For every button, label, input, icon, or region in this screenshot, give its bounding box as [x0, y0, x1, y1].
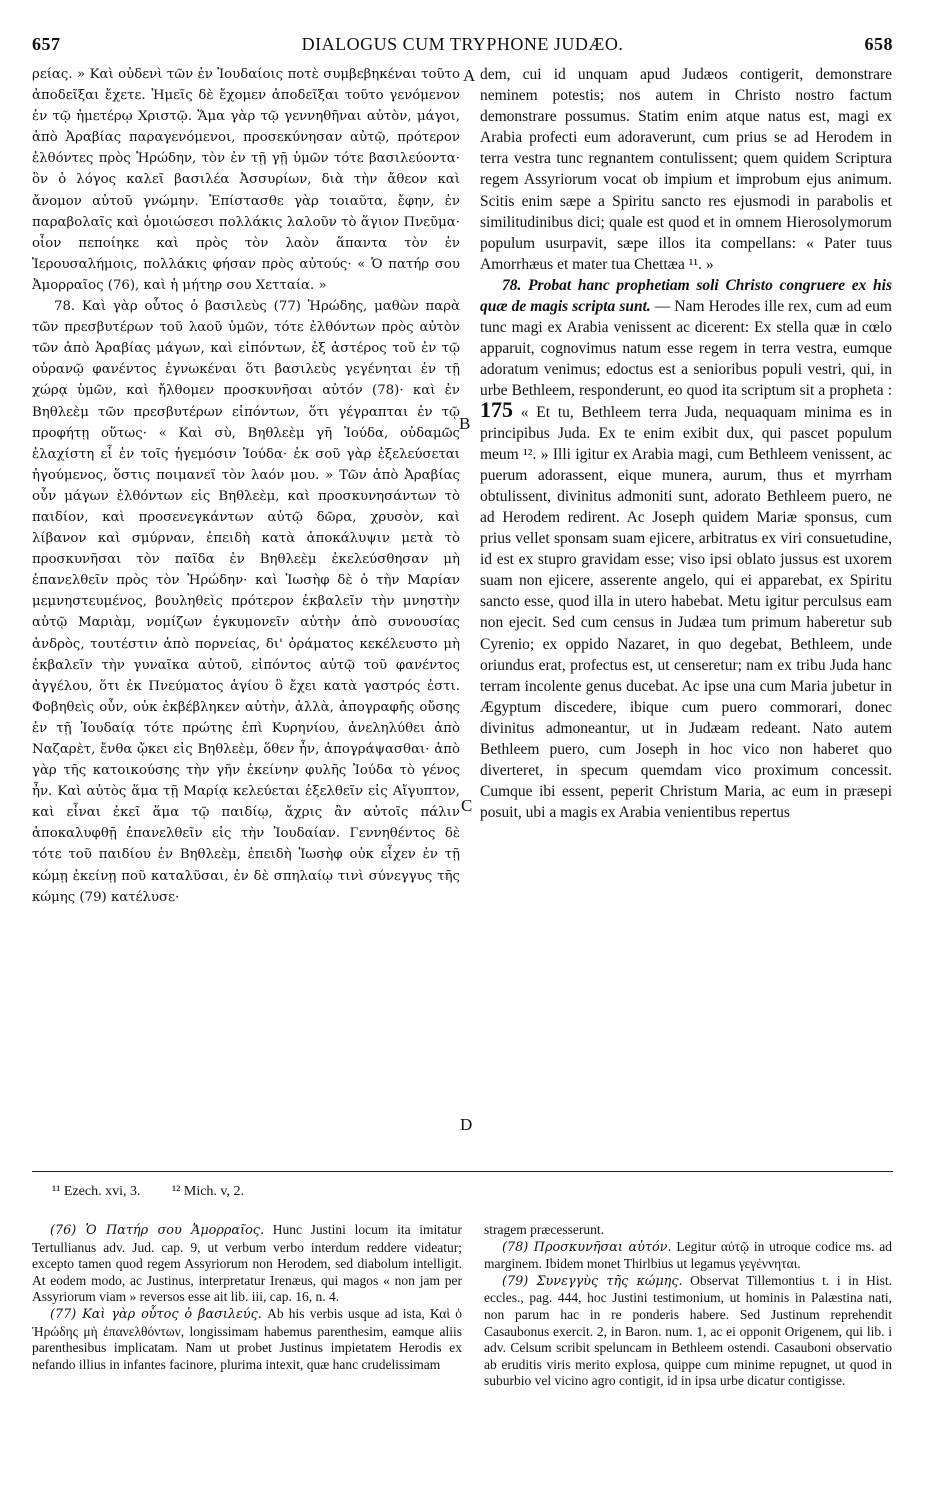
latin-text: « Et tu, Bethleem terra Juda, nequaquam minima es in principibus Juda. Ex te enim exibit dux, qui pascet populum meum ¹². » Illi igitur ex Arabia magi, cum Bethleem venissent, ac puerum adorassent, eique munera, aurum, thus et myrrham obtulissent, divinitus admoniti sunt, adorato Bethleem puero, ne ad Herodem redirent. Ac Joseph quidem Mariæ sponsus, cum prius vellet sponsam suam ejicere, arbitratus ex viri consuetudine, id est ex stupro gravidam esse; viso ipsi oblato jussus est uxorem suam non ejicere, asserente angelo, qui ei apparebat, ex Spiritu sancto esse, quod illa in utero habebat. Metu igitur perculsus eam non ejecit. Sed cum census in Judæa tum primum haberetur sub Cyrenio; ex oppido Nazaret, in quo degebat, Bethleem, unde oriundus erat, profectus est, ut censeretur; nam ex tribu Juda hanc terram incolente genus ducebat. Ac ipse una cum Maria jubetur in Ægyptum discedere, ibique cum puero commorari, donec divinitus admoneantur, ut in Judæam redeant. Nato autem Bethleem puero, cum Joseph in hoc vico non haberet quo diverteret, in specum quemdam vico proximum concessit. Cumque ibi essent, peperit Christum Maria, ac eum in præsepi posuit, ubi a magis ex Arabia venientibus repertus [480, 403, 892, 822]
page-number-left: 657 [32, 34, 61, 54]
margin-marker-c: C [461, 796, 473, 815]
footnote-lemma: (78) Προσκυνῆσαι αὐτόν. [502, 1239, 672, 1255]
greek-column [32, 64, 460, 908]
latin-column [480, 64, 892, 823]
footnote [484, 1239, 892, 1273]
section-heading: 78. Probat hanc prophetiam soli Christo congruere ex his quæ de magis scripta sunt. [480, 276, 892, 316]
footnote-text: Legitur αὐτῷ in utroque codice ms. ad marginem. Ibidem monet Thirlbius ut legamus γεγέννηται. [484, 1238, 893, 1272]
latin-paragraph [480, 275, 892, 823]
footnote-lemma: (77) Καὶ γὰρ οὗτος ὁ βασιλεύς. [50, 1306, 262, 1322]
margin-marker-d: D [460, 1115, 473, 1134]
footnote-text: stragem præcesserunt. [484, 1222, 604, 1237]
footnote-text: Hunc Justini locum ita imitatur Tertullianus adv. Jud. cap. 9, ut verbum verbo interdum reddere videatur; excepto tamen quod regem Assyriorum non Herodem, sed diabolum intelligit. At eodem modo, ac Justinus, interpretatur Irenæus, qui magos « non jam per Assyriorum viam » reversos esse ait lib. iii, cap. 16, n. 4. [32, 1222, 462, 1305]
edition-page-number: 175 [480, 396, 513, 422]
footnote [32, 1222, 462, 1306]
footnote-lemma: (79) Συνεγγὺς τῆς κώμης. [502, 1273, 683, 1289]
scripture-ref: ¹² Mich. v, 2. [171, 1184, 245, 1199]
column-bottom-rule [32, 1171, 893, 1172]
latin-text: — Nam Herodes ille rex, cum ad eum tunc magi ex Arabia venissent ac dicerent: Ex stella quæ in cœlo apparuit, cognovimus natum esse regem in terra vestra, eumque adoratum venimus; edoctus est a senioribus populi vestri, qui, in urbe Bethleem, responderunt, eo quod ita scriptum sit a propheta : [480, 298, 892, 400]
notes-left-column [32, 1222, 462, 1373]
footnote [484, 1222, 892, 1239]
greek-paragraph: 78. Καὶ γὰρ οὗτος ὁ βασιλεὺς (77) Ἡρώδης, μαθὼν παρὰ τῶν πρεσβυτέρων τοῦ λαοῦ ὑμῶν, τότε ἐλθόντων πρὸς αὐτὸν τῶν ἀπὸ Ἀραβίας μάγων, καὶ εἰπόντων, ἐξ ἀστέρος τοῦ ἐν τῷ οὐρανῷ φανέντος ἐγνωκέναι ὅτι βασιλεὺς γεγένηται ἐν τῇ χώρᾳ ὑμῶν, καὶ ἤλθομεν προσκυνῆσαι αὐτόν (78)· καὶ ἐν Βηθλεὲμ τῶν πρεσβυτέρων εἰπόντων, ὅτι γέγραπται ἐν τῷ προφήτῃ οὕτως· « Καὶ σὺ, Βηθλεὲμ γῆ Ἰούδα, οὐδαμῶς ἐλαχίστη εἶ ἐν τοῖς ἡγεμόσιν Ἰούδα· ἐκ σοῦ γὰρ ἐξελεύσεται ἡγούμενος, ὅστις ποιμανεῖ τὸν λαόν μου. » Τῶν ἀπὸ Ἀραβίας οὖν μάγων ἐλθόντων εἰς Βηθλεὲμ, καὶ προσκυνησάντων τὸ παιδίον, καὶ προσενεγκάντων αὐτῷ δῶρα, χρυσὸν, καὶ λίβανον καὶ σμύρναν, ἐπειδὴ κατὰ ἀποκάλυψιν μετὰ τὸ προσκυνῆσαι τὸν παῖδα ἐν Βηθλεὲμ ἐκελεύσθησαν μὴ ἐπανελθεῖν πρὸς τὸν Ἡρώδην· καὶ Ἰωσὴφ δὲ ὁ τὴν Μαρίαν μεμνηστευμένος, βουληθεὶς πρότερον ἐκβαλεῖν τὴν μνηστὴν αὐτῷ Μαριὰμ, νομίζων ἐγκυμονεῖν αὐτὴν ἀπὸ συνουσίας ἀνδρὸς, τουτέστιν ἀπὸ πορνείας, δι' ὁράματος κεκέλευστο μὴ ἐκβαλεῖν τὴν γυναῖκα αὐτοῦ, εἰπόντος αὐτῷ τοῦ φανέντος ἀγγέλου, ὅτι ἐκ Πνεύματος ἁγίου ὃ ἔχει κατὰ γαστρός ἐστι. Φοβηθεὶς οὖν, οὐκ ἐκβέβληκεν αὐτὴν, ἀλλὰ, ἀπογραφῆς οὔσης ἐν τῇ Ἰουδαίᾳ τότε πρώτης ἐπὶ Κυρηνίου, ἀνεληλύθει ἀπὸ Ναζαρὲτ, ἔνθα ᾤκει εἰς Βηθλεὲμ, ὅθεν ἦν, ἀπογράψασθαι· ἀπὸ γὰρ τῆς κατοικούσης τὴν γῆν ἐκείνην φυλῆς Ἰούδα τὸ γένος ἦν. Καὶ αὐτὸς ἅμα τῇ Μαρίᾳ κελεύεται ἐξελθεῖν εἰς Αἴγυπτον, καὶ εἶναι ἐκεῖ ἅμα τῷ παιδίῳ, ἄχρις ἂν αὐτοῖς πάλιν ἀποκαλυφθῇ ἐπανελθεῖν εἰς τὴν Ἰουδαίαν. Γεννηθέντος δὲ τότε τοῦ παιδίου ἐν Βηθλεὲμ, ἐπειδὴ Ἰωσὴφ οὐκ εἶχεν ἐν τῇ κώμῃ ἐκείνῃ ποῦ καταλῦσαι, ἐν δὲ σπηλαίῳ τινὶ σύνεγγυς τῆς κώμης (79) κατέλυσε· [32, 299, 460, 905]
footnote-lemma: (76) Ὁ Πατήρ σου Ἀμορραῖος. [50, 1223, 265, 1238]
footnote [484, 1273, 892, 1390]
page-header [32, 34, 893, 60]
page-number-right: 658 [864, 34, 893, 54]
margin-marker-b: B [459, 414, 471, 433]
running-title: DIALOGUS CUM TRYPHONE JUDÆO. [301, 34, 624, 54]
footnote-text: Ab his verbis usque ad ista, Καὶ ὁ Ἡρώδης μὴ ἐπανελθόντων, longissimam habemus parenthesim, eamque aliis parenthesibus implicatam. Nam ut probet Justinus impietatem Herodis ex nefando illius in infantes facinore, plurima intexit, quæ hanc crudelissimam [32, 1305, 462, 1372]
latin-paragraph: dem, cui id unquam apud Judæos contigerit, demonstrare neminem potestis; nos autem in Christo nostro factum demonstrare possumus. Statim enim atque natus est, magi ex Arabia profecti eum adoraverunt, cum prius se ad Herodem in terra vestra tunc regnantem contulissent; quem quidem Scriptura regem Assyriorum vocat ob impium et improbum ejus animum. Scitis enim sæpe a Spiritu sancto res ejusmodi in parabolis et similitudinibus dici; quale est quod et in omnem Hierosolymorum populum usurpavit, sæpe illos ita compellans: « Pater tuus Amorrhæus et mater tua Chettæa ¹¹. » [480, 66, 892, 273]
footnote [32, 1306, 462, 1373]
margin-marker-a: A [463, 66, 476, 85]
notes-right-column [484, 1222, 892, 1390]
footnote-text: Observat Tillemontius t. i in Hist. eccles., pag. 444, hoc Justini testimonium, ut hominis in Palæstina nati, non parum hac in re ponderis habere. Sed Justinum reprehendit Casaubonus exercit. 2, in Baron. num. 1, ac ei opponit Origenem, qui lib. i adv. Celsum scribit speluncam in Bethleem ostendi. Casauboni observatio ab eruditis viris merito explosa, quippe cum minime repugnet, ut quod in suburbio vel vicino agro contigit, id in ipsa urbe dicatur contigisse. [484, 1272, 892, 1389]
scripture-ref: ¹¹ Ezech. xvi, 3. [52, 1184, 141, 1199]
scripture-references [52, 1184, 472, 1200]
greek-paragraph: ρείας. » Καὶ οὐδενὶ τῶν ἐν Ἰουδαίοις ποτὲ συμβεβηκέναι τοῦτο ἀποδεῖξαι ἔχετε. Ἡμεῖς δὲ ἔχομεν ἀποδεῖξαι τοῦτο γενόμενον ἐν τῷ ἡμετέρῳ Χριστῷ. Ἅμα γὰρ τῷ γεννηθῆναι αὐτὸν, μάγοι, ἀπὸ Ἀραβίας παραγενόμενοι, προσεκύνησαν αὐτῷ, πρότερον ἐλθόντες πρὸς Ἡρώδην, τὸν ἐν τῇ γῇ ὑμῶν τότε βασιλεύοντα· ὃν ὁ λόγος καλεῖ βασιλέα Ἀσσυρίων, διὰ τὴν ἄθεον καὶ ἄνομον αὐτοῦ γνώμην. Ἐπίστασθε γὰρ τοιαῦτα, ἔφην, ἐν παραβολαῖς καὶ ὁμοιώσεσι πολλάκις λαλοῦν τὸ ἅγιον Πνεῦμα· οἷον πεποίηκε καὶ πρὸς τὸν λαὸν ἅπαντα τὸν ἐν Ἱερουσαλήμοις, πολλάκις φήσαν πρὸς αὐτούς· « Ὁ πατήρ σου Ἀμορραῖος (76), καὶ ἡ μήτηρ σου Χετταία. » [32, 67, 460, 293]
